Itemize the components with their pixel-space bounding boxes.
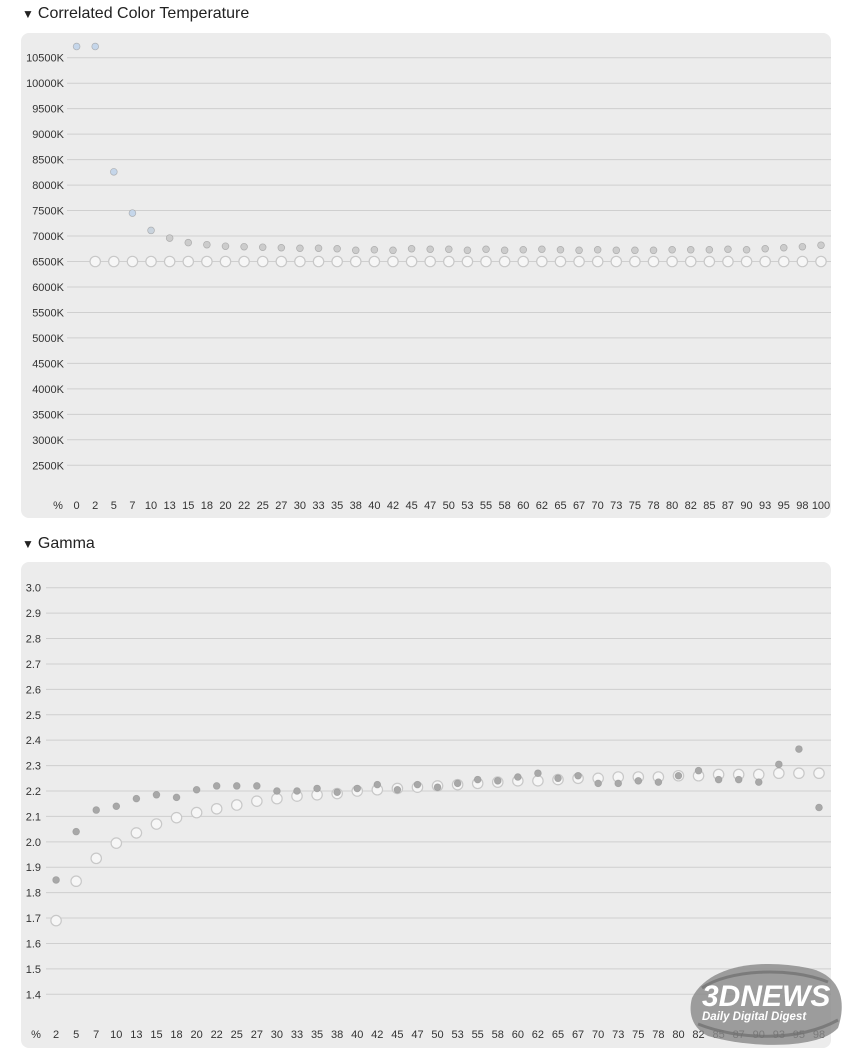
y-tick-label: 2.3 [25, 760, 41, 773]
y-tick-label: 10500K [26, 52, 64, 65]
x-tick-label: 73 [610, 500, 623, 512]
y-tick-label: 1.9 [25, 862, 41, 875]
y-tick-label: 2.6 [25, 684, 41, 697]
x-tick-label: 30 [293, 500, 307, 512]
measured-point [213, 783, 220, 790]
x-tick-label: 42 [386, 500, 400, 512]
target-point [481, 256, 491, 266]
measured-point [92, 43, 99, 50]
target-point [171, 812, 181, 822]
target-point [667, 256, 677, 266]
measured-point [434, 784, 441, 791]
target-point [276, 256, 286, 266]
gamma-section-header[interactable] [22, 535, 95, 553]
target-point [406, 256, 416, 266]
measured-point [483, 246, 490, 253]
x-tick-label: 82 [692, 1029, 705, 1041]
y-tick-label: 2.0 [25, 836, 41, 849]
x-tick-label: 2 [53, 1029, 60, 1041]
x-tick-label: 30 [270, 1029, 284, 1041]
x-tick-label: 18 [200, 500, 214, 512]
target-point [425, 256, 435, 266]
measured-point [755, 779, 762, 786]
measured-point [501, 247, 508, 254]
measured-point [613, 247, 620, 254]
target-point [252, 796, 262, 806]
y-tick-label: 4000K [32, 383, 64, 396]
x-tick-label: 47 [424, 500, 437, 512]
target-point [151, 819, 161, 829]
target-point [127, 256, 137, 266]
measured-point [297, 245, 304, 252]
measured-point [233, 783, 240, 790]
measured-point [113, 803, 120, 810]
y-tick-label: 2.2 [25, 786, 41, 798]
target-point [518, 256, 528, 266]
measured-point [166, 235, 173, 242]
target-point [211, 804, 221, 814]
x-tick-label: 60 [517, 500, 530, 512]
measured-point [715, 776, 722, 783]
measured-point [185, 239, 192, 246]
x-tick-label: 67 [572, 500, 586, 512]
x-tick-label: 75 [632, 1029, 645, 1041]
measured-point [535, 770, 542, 777]
measured-point [675, 772, 682, 779]
measured-point [464, 247, 471, 254]
target-point [574, 256, 584, 266]
x-tick-label: 62 [535, 500, 548, 512]
measured-point [595, 780, 602, 787]
measured-point [594, 246, 601, 253]
y-tick-label: 1.6 [25, 938, 41, 951]
x-tick-label: 27 [250, 1029, 263, 1041]
measured-point [315, 245, 322, 252]
measured-point [687, 246, 694, 253]
target-point [760, 256, 770, 266]
y-tick-label: 1.5 [25, 963, 41, 976]
measured-point [762, 245, 769, 252]
x-tick-label: 62 [531, 1029, 545, 1041]
target-point [109, 256, 119, 266]
x-tick-label: 55 [471, 1029, 484, 1041]
watermark-logo [688, 958, 846, 1046]
target-point [704, 256, 714, 266]
measured-point [514, 774, 521, 781]
target-point [555, 256, 565, 266]
x-tick-label: 35 [331, 500, 344, 512]
gamma-section-title: Gamma [37, 535, 95, 552]
measured-point [615, 780, 622, 787]
x-tick-label: 15 [182, 500, 195, 512]
y-tick-label: 5000K [32, 332, 64, 345]
measured-point [314, 785, 321, 792]
target-point [295, 256, 305, 266]
x-tick-label: 45 [405, 500, 418, 512]
measured-point [259, 244, 266, 251]
cct-chart-panel [21, 33, 831, 518]
y-tick-label: 2.8 [25, 633, 41, 646]
measured-point [557, 246, 564, 253]
measured-point [632, 247, 639, 254]
target-point [146, 256, 156, 266]
x-tick-label: 53 [461, 500, 474, 512]
y-tick-label: 7500K [32, 205, 64, 218]
x-tick-label: 20 [219, 500, 232, 512]
x-tick-label: 53 [451, 1029, 464, 1041]
target-point [202, 256, 212, 266]
measured-point [494, 777, 501, 784]
y-tick-label: 1.4 [25, 989, 41, 1002]
target-point [313, 256, 323, 266]
y-tick-label: 1.7 [25, 913, 41, 926]
x-tick-label: 60 [511, 1029, 524, 1041]
target-point [164, 256, 174, 266]
x-tick-label: 80 [672, 1029, 685, 1041]
x-tick-label: 22 [237, 500, 251, 512]
cct-section-title: Correlated Color Temperature [37, 5, 250, 22]
target-point [220, 256, 230, 266]
measured-point [695, 767, 702, 774]
target-point [111, 838, 121, 848]
measured-point [129, 210, 136, 217]
measured-point [193, 786, 200, 793]
x-tick-label: 27 [275, 500, 288, 512]
x-tick-label: 40 [351, 1029, 364, 1041]
x-tick-label: 15 [150, 1029, 163, 1041]
measured-point [427, 246, 434, 253]
measured-point [555, 775, 562, 782]
measured-point [576, 247, 583, 254]
x-tick-label: 18 [170, 1029, 183, 1041]
target-point [131, 828, 141, 838]
target-point [332, 256, 342, 266]
target-point [462, 256, 472, 266]
x-tick-label: 70 [591, 500, 604, 512]
target-point [611, 256, 621, 266]
x-tick-label: % [53, 500, 63, 512]
x-tick-label: 35 [310, 1029, 324, 1041]
x-tick-label: 50 [442, 500, 455, 512]
measured-point [334, 789, 341, 796]
measured-point [93, 807, 100, 814]
x-tick-label: 95 [777, 500, 790, 512]
y-tick-label: 3000K [32, 434, 64, 447]
measured-point [655, 779, 662, 786]
measured-point [538, 246, 545, 253]
x-tick-label: 70 [592, 1029, 605, 1041]
watermark-tagline: Daily Digital Digest [702, 1011, 807, 1023]
y-tick-label: 6000K [32, 281, 64, 294]
measured-point [818, 242, 825, 249]
y-tick-label: 3.0 [25, 582, 41, 595]
y-tick-label: 10000K [26, 78, 64, 91]
x-tick-label: 87 [721, 500, 735, 512]
target-point [816, 256, 826, 266]
x-tick-label: 10 [110, 1029, 123, 1041]
measured-point [53, 877, 60, 884]
x-tick-label: 100 [811, 500, 831, 512]
x-tick-label: 42 [371, 1029, 384, 1041]
measured-point [706, 246, 713, 253]
x-tick-label: 33 [290, 1029, 304, 1041]
x-tick-label: 22 [210, 1029, 223, 1041]
target-point [91, 853, 101, 863]
measured-point [635, 777, 642, 784]
target-point [723, 256, 733, 266]
y-tick-label: 5500K [32, 307, 64, 320]
measured-point [735, 776, 742, 783]
measured-point [334, 245, 341, 252]
target-point [258, 256, 268, 266]
collapse-triangle-icon[interactable]: ▼ [22, 537, 34, 551]
measured-point [575, 772, 582, 779]
x-tick-label: 50 [431, 1029, 444, 1041]
y-tick-label: 4500K [32, 358, 64, 371]
x-tick-label: 98 [796, 500, 809, 512]
measured-point [408, 245, 415, 252]
x-tick-label: 75 [628, 500, 642, 512]
measured-point [445, 246, 452, 253]
target-point [592, 256, 602, 266]
x-tick-label: 65 [551, 1029, 565, 1041]
x-tick-label: 65 [554, 500, 567, 512]
measured-point [796, 746, 803, 753]
measured-point [278, 244, 285, 251]
x-tick-label: 7 [129, 500, 136, 512]
x-tick-label: 67 [571, 1029, 585, 1041]
target-point [537, 256, 547, 266]
target-point [797, 256, 807, 266]
measured-point [294, 788, 301, 795]
measured-point [110, 168, 117, 175]
measured-point [390, 247, 397, 254]
measured-point [725, 246, 732, 253]
measured-point [354, 785, 361, 792]
measured-point [799, 243, 806, 250]
target-point [686, 256, 696, 266]
measured-point [414, 781, 421, 788]
x-tick-label: 13 [163, 500, 176, 512]
x-tick-label: 78 [647, 500, 660, 512]
target-point [232, 800, 242, 810]
measured-point [241, 243, 248, 250]
target-point [369, 256, 379, 266]
collapse-triangle-icon[interactable]: ▼ [22, 7, 34, 21]
target-point [533, 776, 543, 786]
target-point [183, 256, 193, 266]
measured-point [743, 246, 750, 253]
x-tick-label: 5 [73, 1029, 80, 1041]
x-tick-label: 0 [73, 500, 80, 512]
measured-point [520, 246, 527, 253]
x-tick-label: % [31, 1029, 41, 1041]
target-point [814, 768, 824, 778]
y-tick-label: 2.7 [25, 658, 41, 671]
x-tick-label: 93 [759, 500, 772, 512]
y-tick-label: 8500K [32, 154, 64, 167]
target-point [499, 256, 509, 266]
measured-point [816, 804, 823, 811]
target-point [90, 256, 100, 266]
target-point [779, 256, 789, 266]
measured-point [352, 247, 359, 254]
x-tick-label: 13 [130, 1029, 143, 1041]
target-point [239, 256, 249, 266]
x-tick-label: 38 [349, 500, 362, 512]
y-tick-label: 3500K [32, 409, 64, 422]
x-tick-label: 40 [368, 500, 381, 512]
x-tick-label: 47 [411, 1029, 424, 1041]
watermark-brand: 3DNEWS [702, 980, 831, 1013]
y-tick-label: 9500K [32, 103, 64, 116]
x-tick-label: 2 [92, 500, 99, 512]
x-tick-label: 90 [740, 500, 753, 512]
target-point [388, 256, 398, 266]
y-tick-label: 1.8 [25, 887, 41, 900]
x-tick-label: 78 [652, 1029, 665, 1041]
measured-point [775, 761, 782, 768]
measured-point [780, 244, 787, 251]
target-point [444, 256, 454, 266]
x-tick-label: 80 [665, 500, 679, 512]
measured-point [148, 227, 155, 234]
x-tick-label: 55 [479, 500, 493, 512]
measured-point [222, 243, 229, 250]
target-point [51, 915, 61, 925]
y-tick-label: 2.1 [25, 811, 41, 824]
target-point [351, 256, 361, 266]
cct-chart [21, 33, 831, 518]
x-tick-label: 7 [93, 1029, 100, 1041]
measured-point [374, 781, 381, 788]
measured-point [474, 776, 481, 783]
x-tick-label: 85 [703, 500, 716, 512]
y-tick-label: 7000K [32, 231, 64, 244]
x-tick-label: 58 [498, 500, 511, 512]
x-tick-label: 5 [110, 500, 117, 512]
measured-point [153, 791, 160, 798]
measured-point [73, 43, 80, 50]
measured-point [669, 246, 676, 253]
x-tick-label: 25 [256, 500, 269, 512]
x-tick-label: 38 [331, 1029, 344, 1041]
target-point [191, 807, 201, 817]
cct-section-header[interactable] [22, 5, 249, 23]
y-tick-label: 6500K [32, 256, 64, 269]
target-point [648, 256, 658, 266]
measured-point [173, 794, 180, 801]
measured-point [133, 795, 140, 802]
x-tick-label: 45 [391, 1029, 404, 1041]
x-tick-label: 82 [684, 500, 697, 512]
measured-point [203, 241, 210, 248]
y-tick-label: 8000K [32, 180, 64, 193]
y-tick-label: 2.5 [25, 709, 41, 722]
y-tick-label: 2.9 [25, 608, 41, 621]
y-tick-label: 2.4 [25, 735, 41, 748]
x-tick-label: 25 [230, 1029, 243, 1041]
y-tick-label: 2500K [32, 460, 64, 473]
measured-point [253, 783, 260, 790]
target-point [774, 768, 784, 778]
y-tick-label: 9000K [32, 129, 64, 142]
target-point [71, 876, 81, 886]
measured-point [454, 780, 461, 787]
target-point [630, 256, 640, 266]
x-tick-label: 10 [144, 500, 158, 512]
target-point [272, 793, 282, 803]
measured-point [650, 247, 657, 254]
measured-point [274, 788, 281, 795]
target-point [741, 256, 751, 266]
x-tick-label: 58 [491, 1029, 504, 1041]
target-point [794, 768, 804, 778]
measured-point [73, 828, 80, 835]
target-point [754, 769, 764, 779]
x-tick-label: 33 [312, 500, 325, 512]
x-tick-label: 20 [190, 1029, 203, 1041]
measured-point [394, 786, 401, 793]
x-tick-label: 73 [612, 1029, 625, 1041]
measured-point [371, 246, 378, 253]
